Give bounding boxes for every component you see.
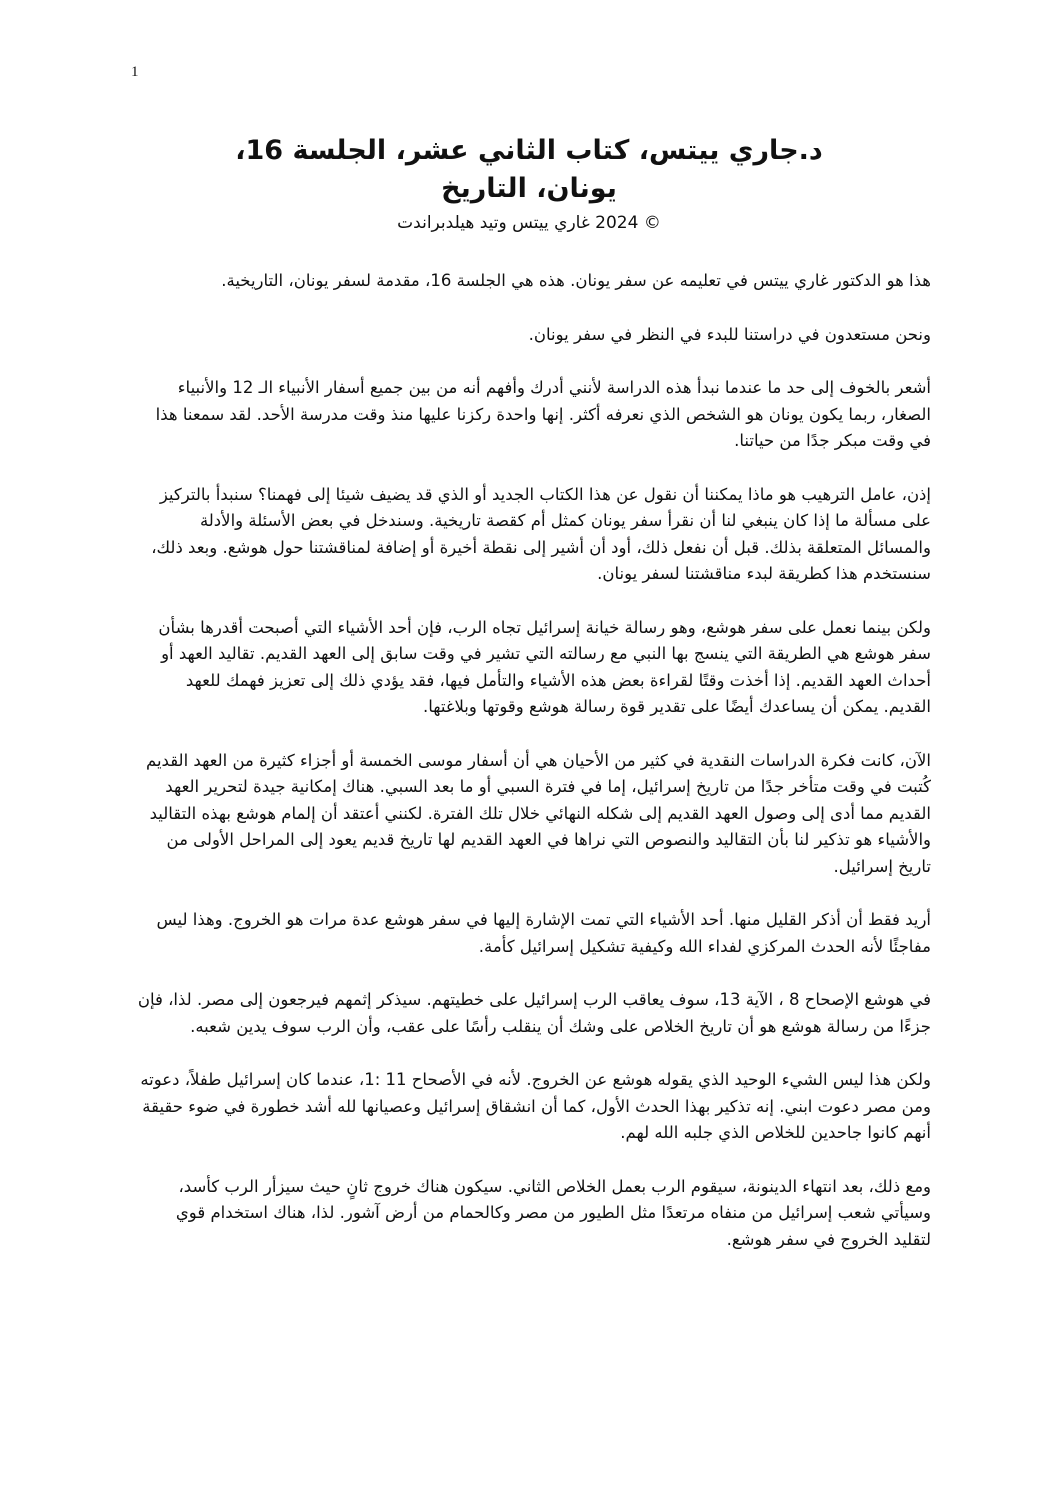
paragraph: ومع ذلك، بعد انتهاء الدينونة، سيقوم الرب بعمل الخلاص الثاني. سيكون هناك خروج ثانٍ حيث سيزأر الرب كأسد، وسيأتي شعب إسرائيل من منفاه مرتعدًا مثل الطيور من مصر وكالحمام من أرض آشور. لذا، هناك استخدام قوي لتقليد الخروج في سفر هوشع. (175, 1176, 931, 1249)
document-title: د.جاري ييتس، كتاب الثاني عشر، الجلسة 16، (235, 135, 823, 166)
copyright-line: © 2024 غاري ييتس وتيد هيلدبراندت (397, 213, 661, 233)
document-header (0, 132, 1058, 236)
paragraph: هذا هو الدكتور غاري ييتس في تعليمه عن سفر يونان. هذه هي الجلسة 16، مقدمة لسفر يونان، التاريخية. (221, 271, 931, 290)
paragraph: أشعر بالخوف إلى حد ما عندما نبدأ هذه الدراسة لأنني أدرك وأفهم أنه من بين جميع أسفار الأنبياء الـ 12 والأنبياء الصغار، ربما يكون يونان هو الشخص الذي نعرفه أكثر. إنها واحدة ركزنا عليها منذ وقت مدرسة الأحد. لقد سمعنا هذا في وقت مبكر جدًا من حياتنا. (155, 378, 931, 450)
document-subtitle: يونان، التاريخ (441, 173, 617, 204)
paragraph: في هوشع الإصحاح 8 ، الآية 13، سوف يعاقب الرب إسرائيل على خطيتهم. سيذكر إثمهم فيرجعون إلى مصر. لذا، فإن جزءًا من رسالة هوشع هو أن تاريخ الخلاص على وشك أن ينقلب رأسًا على عقب، وأن الرب سوف يدين شعبه. (137, 990, 931, 1036)
paragraph: ولكن بينما نعمل على سفر هوشع، وهو رسالة خيانة إسرائيل تجاه الرب، فإن أحد الأشياء التي أصبحت أقدرها بشأن سفر هوشع هي الطريقة التي ينسج بها النبي مع رسالته التي تشير في وقت سابق إلى العهد القديم. تقاليد العهد أو أحداث العهد القديم. إذا أخذت وقتًا لقراءة بعض هذه الأشياء والتأمل فيها، فقد يؤدي ذلك إلى تعزيز فهمك للعهد القديم. يمكن أن يساعدك أيضًا على تقدير قوة رسالة هوشع وقوتها وبلاغتها. (158, 617, 931, 716)
paragraph: الآن، كانت فكرة الدراسات النقدية في كثير من الأحيان هي أن أسفار موسى الخمسة أو أجزاء كثيرة من العهد القديم كُتبت في وقت متأخر جدًا من تاريخ إسرائيل، إما في فترة السبي أو ما بعد السبي. هناك إمكانية جيدة لتحرير العهد القديم مما أدى إلى وصول العهد القديم إلى شكله النهائي خلال تلك الفترة. لكنني أعتقد أن إلمام هوشع بهذه التقاليد والأشياء هو تذكير لنا بأن التقاليد والنصوص التي نراها في العهد القديم لها تاريخ قديم يعود إلى المراحل الأولى من تاريخ إسرائيل. (145, 750, 931, 876)
page-number: 1 (131, 64, 139, 80)
paragraph: ونحن مستعدون في دراستنا للبدء في النظر في سفر يونان. (528, 324, 931, 344)
paragraph: أريد فقط أن أذكر القليل منها. أحد الأشياء التي تمت الإشارة إليها في سفر هوشع عدة مرات هو الخروج. وهذا ليس مفاجئًا لأنه الحدث المركزي لفداء الله وكيفية تشكيل إسرائيل كأمة. (156, 910, 931, 956)
paragraph: ولكن هذا ليس الشيء الوحيد الذي يقوله هوشع عن الخروج. لأنه في الأصحاح 11 :1، عندما كان إسرائيل طفلاً، دعوته ومن مصر دعوت ابني. إنه تذكير بهذا الحدث الأول، كما أن انشقاق إسرائيل وعصيانها لله أشد خطورة في ضوء حقيقة أنهم كانوا جاحدين للخلاص الذي جلبه الله لهم. (140, 1070, 931, 1142)
paragraph: إذن، عامل الترهيب هو ماذا يمكننا أن نقول عن هذا الكتاب الجديد أو الذي قد يضيف شيئا إلى فهمنا؟ سنبدأ بالتركيز على مسألة ما إذا كان ينبغي لنا أن نقرأ سفر يونان كمثل أم كقصة تاريخية. وسندخل في بعض الأسئلة والأدلة والمسائل المتعلقة بذلك. قبل أن نفعل ذلك، أود أن أشير إلى نقطة أخيرة أو إضافة لمناقشتنا حول هوشع. وبعد ذلك، سنستخدم هذا كطريقة لبدء مناقشتنا لسفر يونان. (151, 484, 931, 583)
document-body (137, 268, 931, 1280)
